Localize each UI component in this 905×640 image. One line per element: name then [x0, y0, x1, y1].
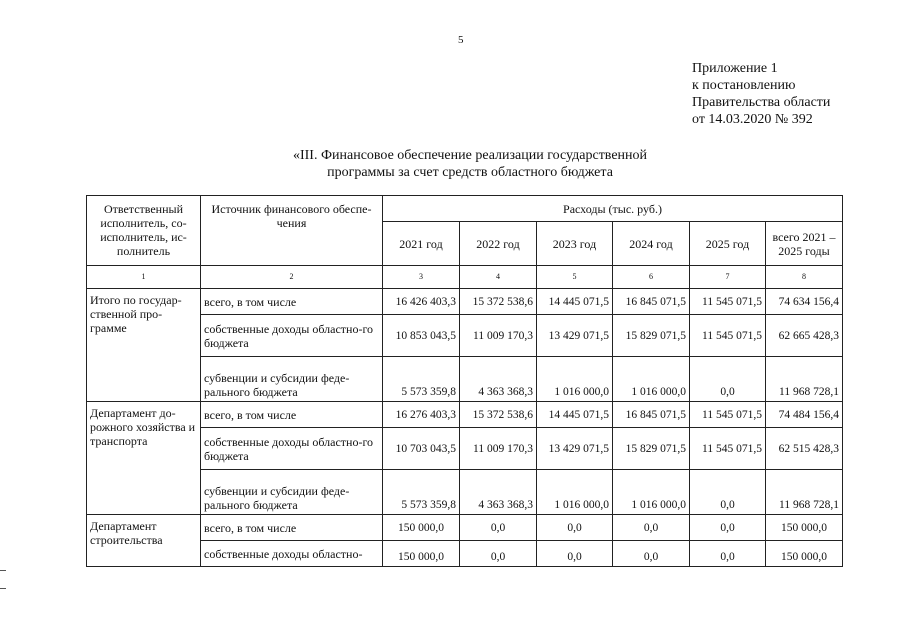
value-cell: 4 363 368,3 [460, 357, 537, 402]
value-cell: 13 429 071,5 [537, 428, 613, 470]
value-cell: 150 000,0 [383, 541, 460, 567]
value-cell: 62 515 428,3 [766, 428, 843, 470]
value-cell: 15 372 538,6 [460, 289, 537, 315]
value-cell: 16 845 071,5 [613, 289, 690, 315]
column-number: 7 [690, 266, 766, 289]
table-row [87, 289, 843, 315]
value-cell: 1 016 000,0 [613, 357, 690, 402]
value-cell: 74 484 156,4 [766, 402, 843, 428]
table-row [87, 357, 843, 402]
header-year: 2022 год [460, 222, 537, 266]
header-source: Источник финансового обеспе-чения [201, 196, 383, 266]
value-cell: 10 703 043,5 [383, 428, 460, 470]
value-cell: 0,0 [690, 470, 766, 515]
source-cell: собственные доходы областно-го бюджета [201, 428, 383, 470]
source-cell: всего, в том числе [201, 289, 383, 315]
column-number: 5 [537, 266, 613, 289]
source-cell: собственные доходы областно-го бюджета [201, 315, 383, 357]
value-cell: 1 016 000,0 [613, 470, 690, 515]
value-cell: 15 829 071,5 [613, 315, 690, 357]
header-year: 2024 год [613, 222, 690, 266]
table-row [87, 470, 843, 515]
value-cell: 74 634 156,4 [766, 289, 843, 315]
value-cell: 0,0 [460, 515, 537, 541]
value-cell: 11 545 071,5 [690, 428, 766, 470]
value-cell: 1 016 000,0 [537, 357, 613, 402]
value-cell: 150 000,0 [766, 541, 843, 567]
value-cell: 15 372 538,6 [460, 402, 537, 428]
header-year: 2023 год [537, 222, 613, 266]
section-title-line: «III. Финансовое обеспечение реализации государственной [292, 148, 648, 163]
margin-mark [0, 588, 6, 589]
value-cell: 11 545 071,5 [690, 315, 766, 357]
value-cell: 5 573 359,8 [383, 357, 460, 402]
header-year: 2025 год [690, 222, 766, 266]
value-cell: 0,0 [460, 541, 537, 567]
value-cell: 11 968 728,1 [766, 357, 843, 402]
value-cell: 1 016 000,0 [537, 470, 613, 515]
value-cell: 11 545 071,5 [690, 402, 766, 428]
page-number: 5 [458, 34, 464, 46]
value-cell: 16 426 403,3 [383, 289, 460, 315]
section-title [240, 147, 700, 181]
column-number: 4 [460, 266, 537, 289]
value-cell: 11 968 728,1 [766, 470, 843, 515]
value-cell: 62 665 428,3 [766, 315, 843, 357]
appendix-line: к постановлению [692, 78, 796, 93]
value-cell: 15 829 071,5 [613, 428, 690, 470]
executor-cell: Итого по государ-ственной про-грамме [87, 289, 201, 402]
appendix-line: от 14.03.2020 № 392 [692, 112, 813, 127]
source-cell: всего, в том числе [201, 402, 383, 428]
value-cell: 5 573 359,8 [383, 470, 460, 515]
source-cell: собственные доходы областно- [201, 541, 383, 567]
appendix-line: Правительства области [692, 95, 831, 110]
value-cell: 10 853 043,5 [383, 315, 460, 357]
column-number: 2 [201, 266, 383, 289]
value-cell: 14 445 071,5 [537, 289, 613, 315]
table-row [87, 428, 843, 470]
source-cell: всего, в том числе [201, 515, 383, 541]
table-row [87, 515, 843, 541]
value-cell: 14 445 071,5 [537, 402, 613, 428]
header-executor: Ответственный исполнитель, со-исполнитель, ис-полнитель [87, 196, 201, 266]
value-cell: 11 545 071,5 [690, 289, 766, 315]
appendix-block [692, 60, 830, 128]
column-number: 3 [383, 266, 460, 289]
appendix-line: Приложение 1 [692, 61, 778, 76]
source-cell: субвенции и субсидии феде-рального бюджета [201, 470, 383, 515]
value-cell: 4 363 368,3 [460, 470, 537, 515]
column-number: 1 [87, 266, 201, 289]
budget-table [86, 195, 843, 567]
header-year: 2021 год [383, 222, 460, 266]
section-title-line: программы за счет средств областного бюджета [327, 165, 613, 180]
value-cell: 0,0 [613, 541, 690, 567]
table-row [87, 402, 843, 428]
column-number: 6 [613, 266, 690, 289]
table-row [87, 315, 843, 357]
margin-mark [0, 570, 6, 571]
column-number: 8 [766, 266, 843, 289]
value-cell: 0,0 [613, 515, 690, 541]
value-cell: 11 009 170,3 [460, 315, 537, 357]
value-cell: 13 429 071,5 [537, 315, 613, 357]
value-cell: 0,0 [537, 515, 613, 541]
value-cell: 0,0 [537, 541, 613, 567]
value-cell: 150 000,0 [766, 515, 843, 541]
source-cell: субвенции и субсидии феде-рального бюджета [201, 357, 383, 402]
value-cell: 16 845 071,5 [613, 402, 690, 428]
value-cell: 150 000,0 [383, 515, 460, 541]
value-cell: 0,0 [690, 515, 766, 541]
table-row [87, 541, 843, 567]
header-year-total: всего 2021 – 2025 годы [766, 222, 843, 266]
value-cell: 16 276 403,3 [383, 402, 460, 428]
value-cell: 11 009 170,3 [460, 428, 537, 470]
value-cell: 0,0 [690, 541, 766, 567]
header-expenses: Расходы (тыс. руб.) [383, 196, 843, 222]
value-cell: 0,0 [690, 357, 766, 402]
executor-cell: Департамент до-рожного хозяйства и транспорта [87, 402, 201, 515]
executor-cell: Департамент строительства [87, 515, 201, 567]
